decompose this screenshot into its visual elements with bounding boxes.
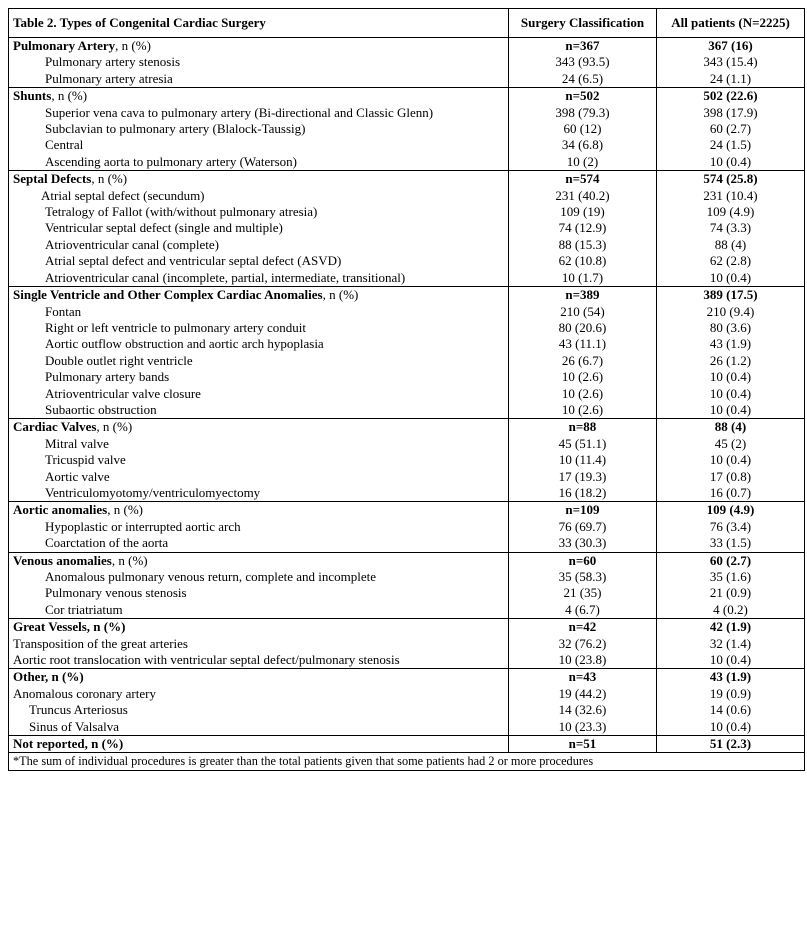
- procedure-classification-value: 80 (20.6): [509, 320, 657, 336]
- table-row: [9, 369, 805, 385]
- procedure-classification-value: 10 (1.7): [509, 270, 657, 287]
- procedure-label: Subaortic obstruction: [9, 402, 509, 419]
- section-total-all: 367 (16): [657, 38, 805, 55]
- procedure-all-patients-value: 33 (1.5): [657, 535, 805, 552]
- procedure-all-patients-value: 24 (1.5): [657, 137, 805, 153]
- table-row: [9, 535, 805, 552]
- table-row: [9, 702, 805, 718]
- section-total-n: n=60: [509, 552, 657, 569]
- section-title-bold: Venous anomalies: [13, 552, 112, 568]
- procedure-all-patients-value: 16 (0.7): [657, 485, 805, 502]
- procedure-classification-value: 60 (12): [509, 121, 657, 137]
- section-title: [9, 669, 509, 686]
- procedure-label: Coarctation of the aorta: [9, 535, 509, 552]
- table-row: [9, 436, 805, 452]
- table-row: [9, 253, 805, 269]
- section-total-n: n=43: [509, 669, 657, 686]
- procedure-all-patients-value: 343 (15.4): [657, 54, 805, 70]
- table-row: [9, 402, 805, 419]
- procedure-label: Pulmonary artery bands: [9, 369, 509, 385]
- procedure-all-patients-value: 62 (2.8): [657, 253, 805, 269]
- procedure-all-patients-value: 10 (0.4): [657, 154, 805, 171]
- surgery-types-table: [8, 8, 805, 771]
- section-title-suffix: , n (%): [51, 88, 88, 104]
- procedure-label: Hypoplastic or interrupted aortic arch: [9, 519, 509, 535]
- section-total-all: 42 (1.9): [657, 619, 805, 636]
- procedure-label: Tricuspid valve: [9, 452, 509, 468]
- section-title-suffix: , n (%): [115, 38, 151, 53]
- procedure-label: Atrioventricular canal (complete): [9, 237, 509, 253]
- procedure-label: Sinus of Valsalva: [9, 719, 509, 736]
- section-total-n: n=367: [509, 38, 657, 55]
- procedure-label: Cor triatriatum: [9, 602, 509, 619]
- table-row: [9, 137, 805, 153]
- procedure-all-patients-value: 10 (0.4): [657, 402, 805, 419]
- section-total-n: n=88: [509, 419, 657, 436]
- procedure-label: Aortic valve: [9, 469, 509, 485]
- procedure-classification-value: 343 (93.5): [509, 54, 657, 70]
- section-header-row: [9, 38, 805, 55]
- section-total-n: n=42: [509, 619, 657, 636]
- procedure-all-patients-value: 14 (0.6): [657, 702, 805, 718]
- procedure-label: Atrial septal defect and ventricular septal defect (ASVD): [9, 253, 509, 269]
- table-row: [9, 220, 805, 236]
- procedure-all-patients-value: 45 (2): [657, 436, 805, 452]
- section-header-row: [9, 287, 805, 304]
- section-title-bold: Septal Defects: [13, 171, 92, 187]
- procedure-classification-value: 210 (54): [509, 304, 657, 320]
- procedure-all-patients-value: 398 (17.9): [657, 105, 805, 121]
- procedure-all-patients-value: 88 (4): [657, 237, 805, 253]
- section-total-n: n=109: [509, 502, 657, 519]
- section-total-all: 60 (2.7): [657, 552, 805, 569]
- procedure-classification-value: 16 (18.2): [509, 485, 657, 502]
- section-title-bold: Single Ventricle and Other Complex Cardiac Anomalies: [13, 287, 323, 303]
- procedure-all-patients-value: 231 (10.4): [657, 188, 805, 204]
- procedure-classification-value: 10 (2.6): [509, 386, 657, 402]
- footnote: *The sum of individual procedures is greater than the total patients given that some patients had 2 or more procedures: [9, 753, 805, 770]
- procedure-classification-value: 109 (19): [509, 204, 657, 220]
- procedure-label: Subclavian to pulmonary artery (Blalock-Taussig): [9, 121, 509, 137]
- procedure-label: Truncus Arteriosus: [9, 702, 509, 718]
- procedure-classification-value: 32 (76.2): [509, 636, 657, 652]
- procedure-classification-value: 398 (79.3): [509, 105, 657, 121]
- section-title-suffix: , n (%): [91, 171, 128, 187]
- section-total-all: 43 (1.9): [657, 669, 805, 686]
- table-row: [9, 469, 805, 485]
- procedure-classification-value: 88 (15.3): [509, 237, 657, 253]
- table-row: [9, 204, 805, 220]
- procedure-all-patients-value: 21 (0.9): [657, 585, 805, 601]
- section-title: [9, 88, 509, 105]
- section-title-bold: Great Vessels, n (%): [13, 619, 126, 635]
- section-title: [9, 287, 509, 304]
- procedure-all-patients-value: 17 (0.8): [657, 469, 805, 485]
- procedure-all-patients-value: 32 (1.4): [657, 636, 805, 652]
- procedure-all-patients-value: 80 (3.6): [657, 320, 805, 336]
- procedure-label: Atrioventricular canal (incomplete, partial, intermediate, transitional): [9, 270, 509, 287]
- procedure-classification-value: 10 (2.6): [509, 369, 657, 385]
- procedure-label: Tetralogy of Fallot (with/without pulmonary atresia): [9, 204, 509, 220]
- section-total-n: n=502: [509, 88, 657, 105]
- procedure-all-patients-value: 26 (1.2): [657, 353, 805, 369]
- section-header-row: [9, 669, 805, 686]
- procedure-classification-value: 19 (44.2): [509, 686, 657, 702]
- section-title-suffix: , n (%): [107, 502, 143, 518]
- section-title-suffix: , n (%): [96, 419, 133, 435]
- table-row: [9, 686, 805, 702]
- procedure-label: Atrioventricular valve closure: [9, 386, 509, 402]
- procedure-label: Transposition of the great arteries: [9, 636, 509, 652]
- footnote-row: [9, 753, 805, 770]
- procedure-classification-value: 33 (30.3): [509, 535, 657, 552]
- procedure-label: Aortic outflow obstruction and aortic arch hypoplasia: [9, 336, 509, 352]
- procedure-all-patients-value: 10 (0.4): [657, 452, 805, 468]
- table-row: [9, 652, 805, 669]
- procedure-classification-value: 10 (2.6): [509, 402, 657, 419]
- procedure-label: Superior vena cava to pulmonary artery (Bi-directional and Classic Glenn): [9, 105, 509, 121]
- procedure-all-patients-value: 24 (1.1): [657, 71, 805, 88]
- table-row: [9, 569, 805, 585]
- table-row: [9, 353, 805, 369]
- table-row: [9, 304, 805, 320]
- procedure-label: Anomalous pulmonary venous return, complete and incomplete: [9, 569, 509, 585]
- procedure-label: Fontan: [9, 304, 509, 320]
- procedure-classification-value: 231 (40.2): [509, 188, 657, 204]
- procedure-all-patients-value: 10 (0.4): [657, 386, 805, 402]
- section-title-bold: Cardiac Valves: [13, 419, 97, 435]
- procedure-classification-value: 34 (6.8): [509, 137, 657, 153]
- procedure-all-patients-value: 43 (1.9): [657, 336, 805, 352]
- procedure-label: Anomalous coronary artery: [9, 686, 509, 702]
- procedure-all-patients-value: 19 (0.9): [657, 686, 805, 702]
- table-row: [9, 188, 805, 204]
- procedure-classification-value: 24 (6.5): [509, 71, 657, 88]
- not-reported-label: Not reported, n (%): [9, 736, 509, 753]
- procedure-classification-value: 10 (23.3): [509, 719, 657, 736]
- not-reported-n: n=51: [509, 736, 657, 753]
- procedure-all-patients-value: 76 (3.4): [657, 519, 805, 535]
- procedure-classification-value: 26 (6.7): [509, 353, 657, 369]
- procedure-classification-value: 10 (2): [509, 154, 657, 171]
- section-header-row: [9, 619, 805, 636]
- procedure-classification-value: 74 (12.9): [509, 220, 657, 236]
- procedure-classification-value: 45 (51.1): [509, 436, 657, 452]
- table-row: [9, 336, 805, 352]
- procedure-classification-value: 76 (69.7): [509, 519, 657, 535]
- table-body: [9, 38, 805, 736]
- section-title-bold: Other, n (%): [13, 669, 84, 685]
- table-row: [9, 154, 805, 171]
- procedure-all-patients-value: 10 (0.4): [657, 719, 805, 736]
- table-header-row: [9, 9, 805, 38]
- section-title-bold: Shunts: [13, 88, 52, 104]
- procedure-all-patients-value: 109 (4.9): [657, 204, 805, 220]
- table-row: [9, 519, 805, 535]
- section-total-all: 502 (22.6): [657, 88, 805, 105]
- procedure-classification-value: 10 (23.8): [509, 652, 657, 669]
- table-row: [9, 237, 805, 253]
- table-row: [9, 121, 805, 137]
- procedure-classification-value: 14 (32.6): [509, 702, 657, 718]
- procedure-label: Pulmonary artery stenosis: [9, 54, 509, 70]
- section-header-row: [9, 552, 805, 569]
- section-total-n: n=389: [509, 287, 657, 304]
- table-row: [9, 719, 805, 736]
- section-title: [9, 419, 509, 436]
- table-row: [9, 320, 805, 336]
- procedure-classification-value: 62 (10.8): [509, 253, 657, 269]
- procedure-label: Pulmonary venous stenosis: [9, 585, 509, 601]
- procedure-label: Central: [9, 137, 509, 153]
- section-title: [9, 38, 509, 55]
- procedure-classification-value: 10 (11.4): [509, 452, 657, 468]
- col-header-all-patients: All patients (N=2225): [657, 9, 805, 38]
- procedure-label: Mitral valve: [9, 436, 509, 452]
- procedure-classification-value: 4 (6.7): [509, 602, 657, 619]
- procedure-label: Atrial septal defect (secundum): [9, 188, 509, 204]
- table-row: [9, 452, 805, 468]
- procedure-all-patients-value: 210 (9.4): [657, 304, 805, 320]
- procedure-classification-value: 35 (58.3): [509, 569, 657, 585]
- table-title: Table 2. Types of Congenital Cardiac Surgery: [9, 9, 509, 38]
- procedure-label: Aortic root translocation with ventricular septal defect/pulmonary stenosis: [9, 652, 509, 669]
- not-reported-all: 51 (2.3): [657, 736, 805, 753]
- table-row: [9, 270, 805, 287]
- section-title: [9, 552, 509, 569]
- table-row: [9, 54, 805, 70]
- table-container: [8, 8, 804, 771]
- section-title: [9, 171, 509, 188]
- section-title-bold: Pulmonary Artery: [13, 38, 116, 53]
- section-total-all: 109 (4.9): [657, 502, 805, 519]
- table-row: [9, 485, 805, 502]
- table-row: [9, 386, 805, 402]
- procedure-label: Right or left ventricle to pulmonary artery conduit: [9, 320, 509, 336]
- section-title: [9, 619, 509, 636]
- section-total-all: 574 (25.8): [657, 171, 805, 188]
- table-row: [9, 71, 805, 88]
- section-title-suffix: , n (%): [322, 287, 359, 303]
- procedure-label: Double outlet right ventricle: [9, 353, 509, 369]
- procedure-all-patients-value: 10 (0.4): [657, 369, 805, 385]
- section-header-row: [9, 171, 805, 188]
- section-title: [9, 502, 509, 519]
- procedure-all-patients-value: 60 (2.7): [657, 121, 805, 137]
- procedure-all-patients-value: 35 (1.6): [657, 569, 805, 585]
- not-reported-row: [9, 736, 805, 753]
- section-header-row: [9, 502, 805, 519]
- table-row: [9, 105, 805, 121]
- procedure-all-patients-value: 74 (3.3): [657, 220, 805, 236]
- table-row: [9, 636, 805, 652]
- section-total-n: n=574: [509, 171, 657, 188]
- section-total-all: 389 (17.5): [657, 287, 805, 304]
- procedure-label: Ventriculomyotomy/ventriculomyectomy: [9, 485, 509, 502]
- procedure-all-patients-value: 10 (0.4): [657, 652, 805, 669]
- section-header-row: [9, 88, 805, 105]
- section-header-row: [9, 419, 805, 436]
- procedure-classification-value: 21 (35): [509, 585, 657, 601]
- procedure-label: Pulmonary artery atresia: [9, 71, 509, 88]
- procedure-all-patients-value: 10 (0.4): [657, 270, 805, 287]
- procedure-label: Ascending aorta to pulmonary artery (Waterson): [9, 154, 509, 171]
- col-header-surgery-classification: Surgery Classification: [509, 9, 657, 38]
- table-row: [9, 585, 805, 601]
- procedure-label: Ventricular septal defect (single and multiple): [9, 220, 509, 236]
- section-title-bold: Aortic anomalies: [13, 502, 108, 518]
- section-total-all: 88 (4): [657, 419, 805, 436]
- procedure-all-patients-value: 4 (0.2): [657, 602, 805, 619]
- procedure-classification-value: 17 (19.3): [509, 469, 657, 485]
- section-title-suffix: , n (%): [111, 552, 148, 568]
- procedure-classification-value: 43 (11.1): [509, 336, 657, 352]
- table-row: [9, 602, 805, 619]
